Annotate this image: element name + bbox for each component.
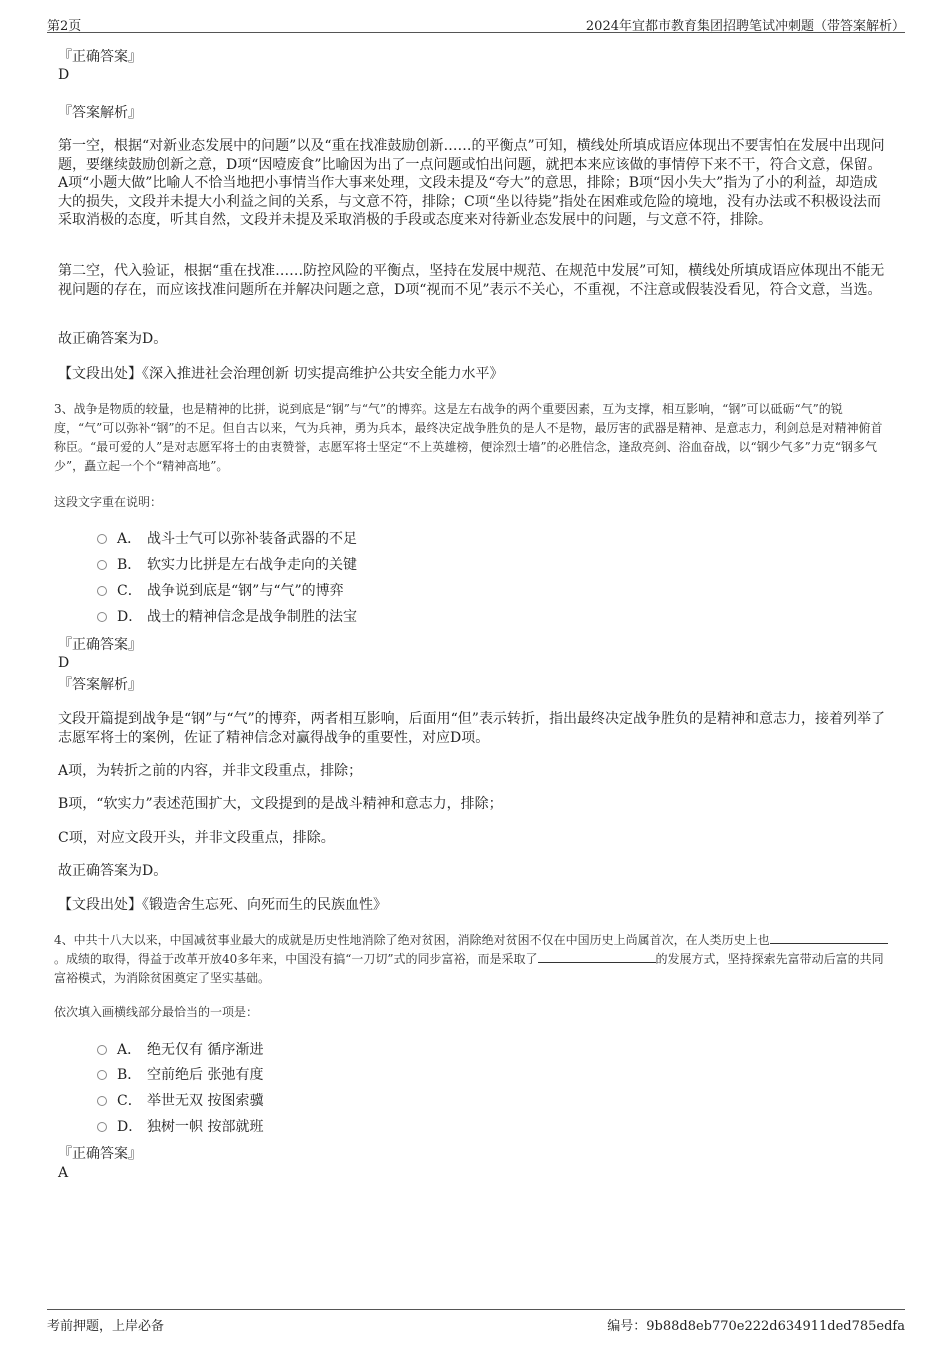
radio-icon[interactable]	[97, 1045, 107, 1055]
page-footer	[47, 1309, 905, 1332]
radio-icon[interactable]	[97, 1070, 107, 1080]
q3-source: 【文段出处】《锻造舍生忘死、向死而生的民族血性》	[58, 897, 387, 913]
q3-analysis-c: C项，对应文段开头，并非文段重点，排除。	[58, 830, 335, 846]
q3-conclusion: 故正确答案为D。	[58, 863, 168, 879]
correct-answer-label: 『正确答案』	[58, 49, 142, 65]
document-title: 2024年宜都市教育集团招聘笔试冲刺题（带答案解析）	[585, 19, 905, 34]
q4-prompt: 依次填入画横线部分最恰当的一项是：	[54, 1005, 259, 1019]
q4-option-a[interactable]: A． 绝无仅有 循序渐进	[97, 1041, 263, 1059]
correct-answer-label: 『正确答案』	[58, 1146, 142, 1162]
radio-icon[interactable]	[97, 586, 107, 596]
fill-blank	[770, 933, 888, 944]
radio-icon[interactable]	[97, 1122, 107, 1132]
footer-slogan: 考前押题，上岸必备	[47, 1319, 165, 1334]
q3-analysis-a: A项，为转折之前的内容，并非文段重点，排除；	[58, 763, 363, 779]
q2-analysis-para2: 第二空，代入验证，根据“重在找准……防控风险的平衡点，坚持在发展中规范、在规范中发展”可知，横线处所填成语应体现出不能无视问题的存在，而应该找准问题所在并解决问题之意，D项“视而不见”表示不关心，不重视，不注意或假装没看见，符合文意，当选。	[58, 263, 885, 298]
answer-analysis-label: 『答案解析』	[58, 677, 142, 693]
q2-answer: D	[58, 67, 70, 83]
q4-stem: 4、中共十八大以来，中国减贫事业最大的成就是历史性地消除了绝对贫困，消除绝对贫困不仅在中国历史上尚属首次，在人类历史上也。成绩的取得，得益于改革开放40多年来，中国没有搞“一刀切”式的同步富裕，而是采取了 的发展方式，坚持探索先富带动后富的共同富裕模式，为消除贫困奠定了坚实基础。	[54, 931, 894, 988]
fill-blank	[538, 952, 656, 963]
q4-option-d[interactable]: D． 独树一帜 按部就班	[97, 1118, 263, 1136]
q3-option-b[interactable]: B． 软实力比拼是左右战争走向的关键	[97, 556, 357, 574]
q3-stem: 3、战争是物质的较量，也是精神的比拼，说到底是“钢”与“气”的博弈。这是左右战争的两个重要因素，互为支撑，相互影响，“钢”可以砥砺“气”的锐度，“气”可以弥补“钢”的不足。但自古以来，气为兵神，勇为兵本，最终决定战争胜负的是人不是物，最厉害的武器是精神、是意志力，利剑总是对精神俯首称臣。“最可爱的人”是对志愿军将士的由衷赞誉，志愿军将士坚定“不上英雄榜，便涂烈士墙”的必胜信念，逢敌亮剑、浴血奋战，以“钢少气多”力克“钢多气少”，矗立起一个个“精神高地”。	[54, 402, 883, 473]
document-id: 编号：9b88d8eb770e222d634911ded785edfa	[607, 1319, 905, 1334]
radio-icon[interactable]	[97, 560, 107, 570]
q3-analysis-b: B项，“软实力”表述范围扩大，文段提到的是战斗精神和意志力，排除；	[58, 796, 503, 812]
page-number: 第2页	[47, 19, 82, 34]
q3-analysis-para1: 文段开篇提到战争是“钢”与“气”的博弈，两者相互影响，后面用“但”表示转折，指出最终决定战争胜负的是精神和意志力，接着列举了志愿军将士的案例，佐证了精神信念对赢得战争的重要性，对应D项。	[58, 711, 885, 746]
q3-option-a[interactable]: A． 战斗士气可以弥补装备武器的不足	[97, 530, 357, 548]
radio-icon[interactable]	[97, 612, 107, 622]
radio-icon[interactable]	[97, 534, 107, 544]
q3-option-d[interactable]: D． 战士的精神信念是战争制胜的法宝	[97, 608, 357, 626]
q4-answer: A	[58, 1165, 69, 1181]
q3-prompt: 这段文字重在说明：	[54, 495, 163, 509]
q3-option-c[interactable]: C． 战争说到底是“钢”与“气”的博弈	[97, 582, 344, 600]
q3-answer: D	[58, 655, 70, 671]
radio-icon[interactable]	[97, 1096, 107, 1106]
q2-source: 【文段出处】《深入推进社会治理创新 切实提高维护公共安全能力水平》	[58, 366, 504, 382]
correct-answer-label: 『正确答案』	[58, 637, 142, 653]
q4-option-b[interactable]: B． 空前绝后 张弛有度	[97, 1066, 263, 1084]
page-header	[47, 12, 905, 33]
answer-analysis-label: 『答案解析』	[58, 105, 142, 121]
q4-option-c[interactable]: C． 举世无双 按图索骥	[97, 1092, 263, 1110]
q2-analysis-para1: 第一空，根据“对新业态发展中的问题”以及“重在找准鼓励创新……的平衡点”可知，横线处所填成语应体现出不要害怕在发展中出现问题，要继续鼓励创新之意，D项“因噎废食”比喻因为出了一点问题或怕出问题，就把本来应该做的事情停下来不干，符合文意，保留。A项“小题大做”比喻人不恰当地把小事情当作大事来处理，文段未提及“夸大”的意思，排除；B项“因小失大”指为了小的利益，却造成大的损失，文段并未提大小利益之间的关系，与文意不符，排除；C项“坐以待毙”指处在困难或危险的境地，没有办法或不积极设法而采取消极的态度，听其自然，文段并未提及采取消极的手段或态度来对待新业态发展中的问题，与文意不符，排除。	[58, 138, 885, 228]
q2-conclusion: 故正确答案为D。	[58, 331, 168, 347]
